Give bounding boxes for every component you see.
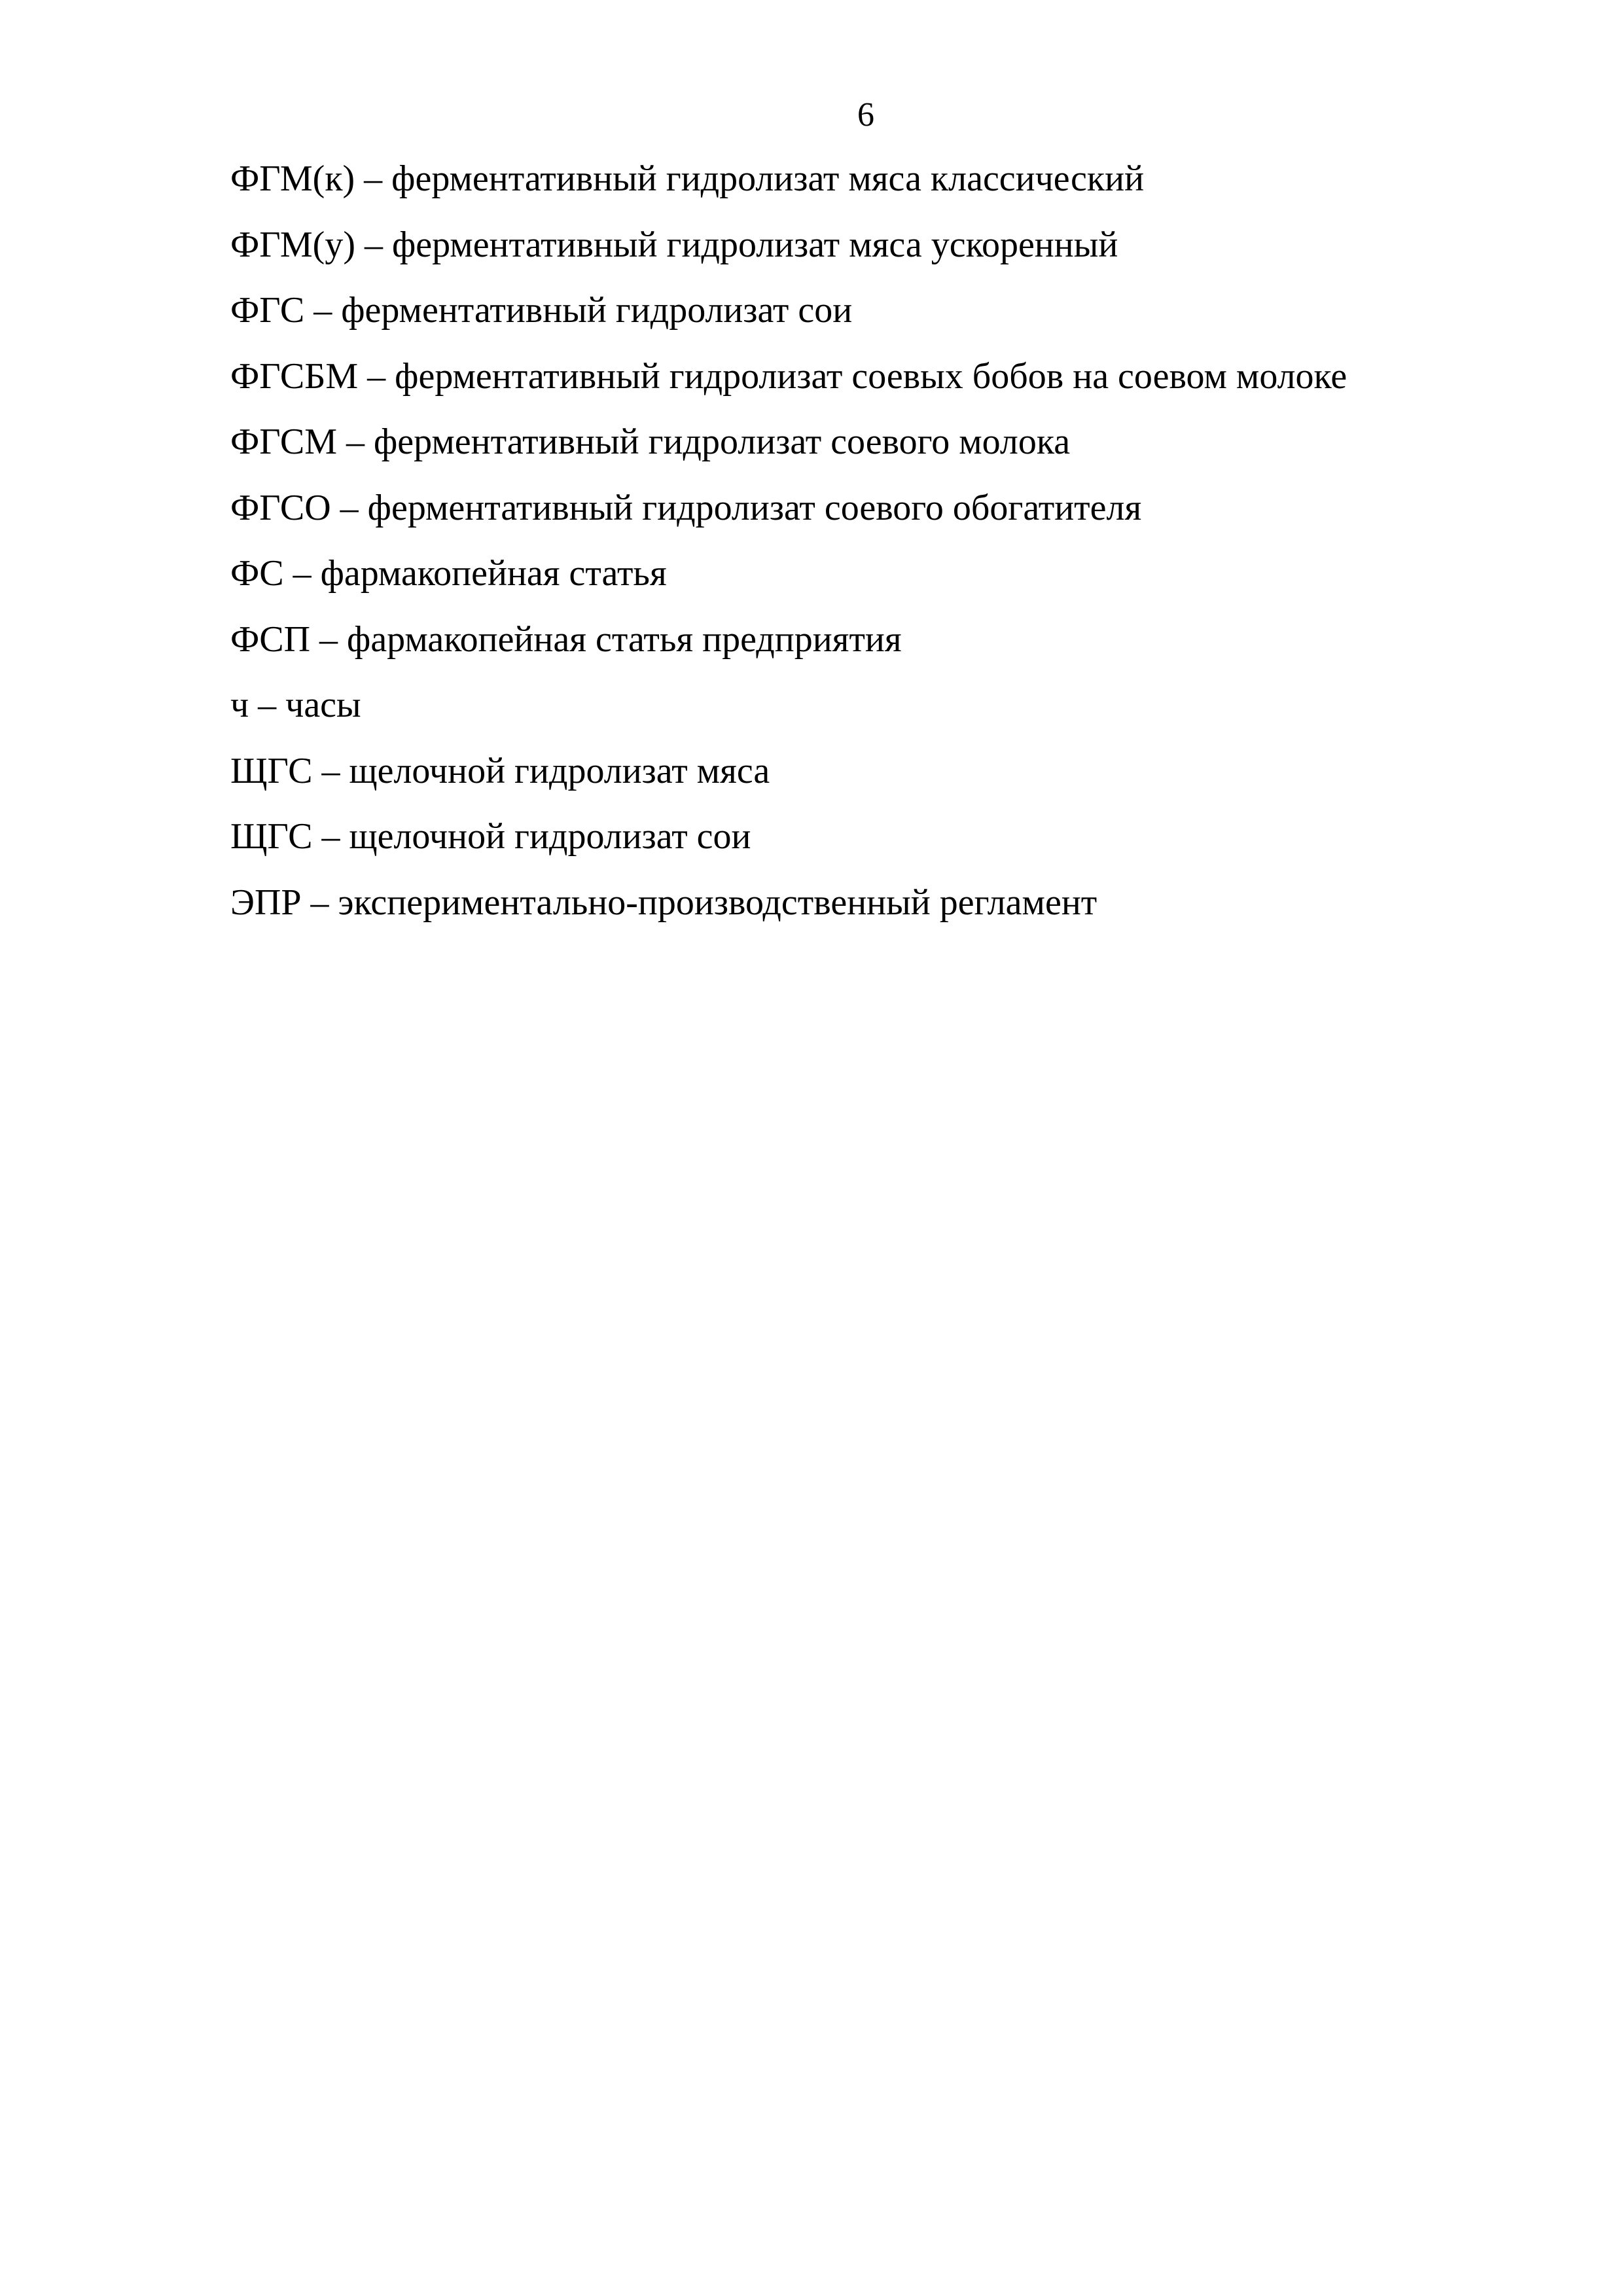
- abbreviation-fgso: ФГСО – ферментативный гидролизат соевого обогатителя: [230, 487, 1142, 528]
- page-number: 6: [857, 96, 874, 134]
- abbreviation-shchgs-soy: ЩГС – щелочной гидролизат сои: [230, 816, 751, 857]
- abbreviation-epr: ЭПР – экспериментально-производственный регламент: [230, 882, 1097, 923]
- abbreviation-fgsm: ФГСМ – ферментативный гидролизат соевого молока: [230, 422, 1071, 462]
- abbreviation-fs: ФС – фармакопейная статья: [230, 553, 667, 594]
- abbreviation-fgsbm: ФГСБМ – ферментативный гидролизат соевых бобов на соевом молоке: [230, 355, 1347, 397]
- abbreviation-fgs: ФГС – ферментативный гидролизат сои: [230, 290, 853, 331]
- abbreviation-fsp: ФСП – фармакопейная статья предприятия: [230, 619, 902, 660]
- abbreviation-fgm-k: ФГМ(к) – ферментативный гидролизат мяса классический: [230, 158, 1145, 199]
- abbreviation-ch: ч – часы: [230, 685, 361, 725]
- abbreviation-shchgs-meat: ЩГС – щелочной гидролизат мяса: [230, 750, 770, 791]
- abbreviation-fgm-u: ФГМ(у) – ферментативный гидролизат мяса ускоренный: [230, 224, 1118, 265]
- abbreviation-list: [230, 157, 1347, 946]
